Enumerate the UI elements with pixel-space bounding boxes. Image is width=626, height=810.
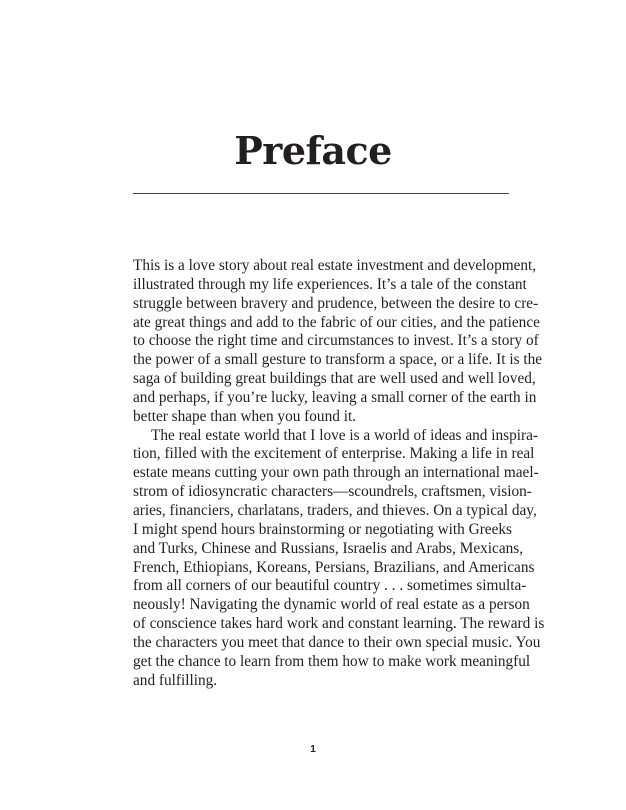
text-line: neously! Navigating the dynamic world of real estate as a person bbox=[133, 596, 530, 614]
text-line: aries, financiers, charlatans, traders, and thieves. On a typical day, bbox=[133, 501, 537, 519]
text-line: saga of building great buildings that are well used and well loved, bbox=[133, 370, 536, 388]
title-rule-divider bbox=[133, 193, 509, 194]
text-line: tion, filled with the excitement of enterprise. Making a life in real bbox=[133, 445, 535, 463]
text-line: strom of idiosyncratic characters—scoundrels, craftsmen, vision- bbox=[133, 483, 532, 501]
text-line: to choose the right time and circumstances to invest. It’s a story of bbox=[133, 332, 539, 350]
text-line: struggle between bravery and prudence, between the desire to cre- bbox=[133, 294, 539, 312]
text-line: I might spend hours brainstorming or negotiating with Greeks bbox=[133, 520, 512, 538]
text-line: ate great things and add to the fabric of our cities, and the patience bbox=[133, 313, 540, 331]
body-text bbox=[133, 257, 545, 690]
text-line: and Turks, Chinese and Russians, Israelis and Arabs, Mexicans, bbox=[133, 539, 524, 557]
text-line: and perhaps, if you’re lucky, leaving a small corner of the earth in bbox=[133, 388, 537, 406]
paragraph-1 bbox=[133, 257, 543, 427]
text-line: This is a love story about real estate investment and development, bbox=[133, 257, 537, 274]
text-line: get the chance to learn from them how to make work meaningful bbox=[133, 652, 531, 670]
text-line: from all corners of our beautiful country . . . sometimes simulta- bbox=[133, 577, 527, 595]
text-line: better shape than when you found it. bbox=[133, 407, 357, 425]
chapter-title: Preface bbox=[234, 128, 392, 173]
text-line: of conscience takes hard work and constant learning. The reward is bbox=[133, 615, 545, 633]
page-number: 1 bbox=[310, 744, 316, 755]
text-line: The real estate world that I love is a world of ideas and inspira- bbox=[151, 426, 538, 444]
text-line: illustrated through my life experiences. It’s a tale of the constant bbox=[133, 275, 527, 293]
text-line: the characters you meet that dance to their own special music. You bbox=[133, 633, 541, 651]
text-line: the power of a small gesture to transform a space, or a life. It is the bbox=[133, 351, 543, 369]
text-line: and fulfilling. bbox=[133, 671, 218, 689]
text-line: French, Ethiopians, Koreans, Persians, Brazilians, and Americans bbox=[133, 558, 535, 576]
paragraph-2 bbox=[133, 426, 545, 691]
text-line: estate means cutting your own path through an international mael- bbox=[133, 464, 539, 482]
